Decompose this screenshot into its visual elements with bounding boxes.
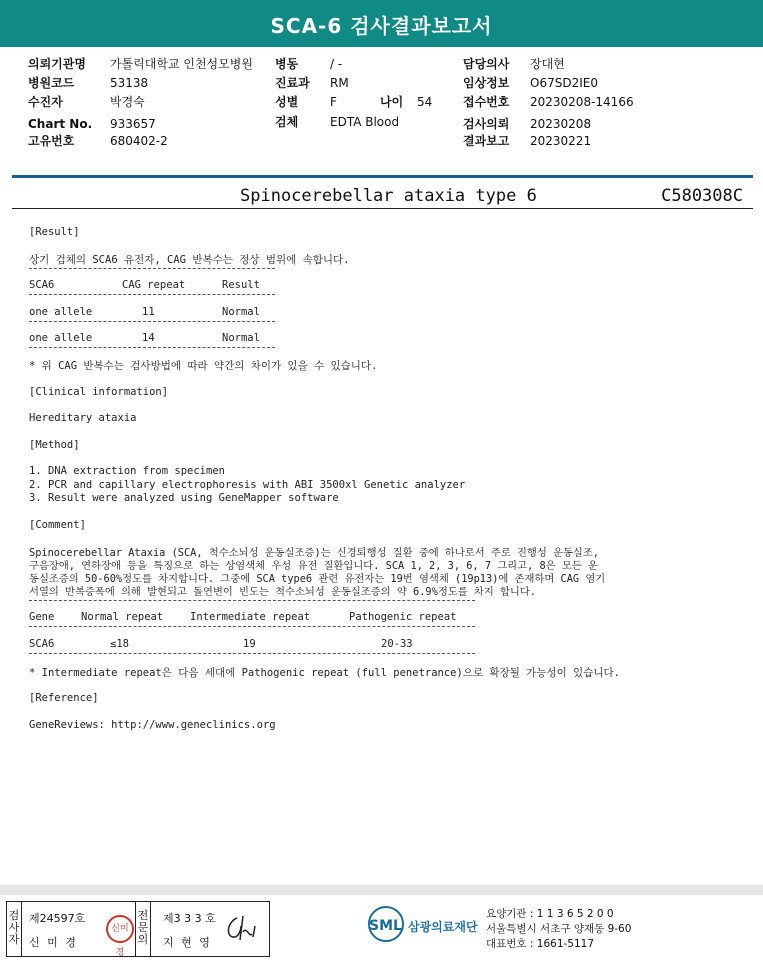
label-report-date: 결과보고	[463, 134, 510, 148]
comment-line: 동실조증의 50-60%정도를 차지합니다. 그중에 SCA type6 관련 유전자는 19번 염색체 (19p13)에 존재하며 CAG 염기	[29, 573, 606, 585]
table-cell-allele: one allele	[29, 306, 93, 318]
method-step: 3. Result were analyzed using GeneMapper software	[29, 492, 339, 504]
repeat-cell-intermediate: 19	[243, 638, 256, 650]
value-specimen: EDTA Blood	[330, 115, 400, 129]
clinical-text: Hereditary ataxia	[29, 412, 137, 424]
organization-name: 삼광의료재단	[408, 920, 478, 934]
table-cell-result: Normal	[222, 332, 260, 344]
comment-line: 서열의 반복증폭에 의해 발현되고 돌연변이 빈도는 척수소뇌성 운동실조증의 약 6.9%정도를 차지 합니다.	[29, 586, 537, 598]
label-patient: 수진자	[28, 95, 63, 109]
table-header-cag-repeat: CAG repeat	[122, 279, 186, 291]
title-underline	[12, 208, 753, 209]
inspector-label: 검사자	[8, 909, 20, 946]
label-sex: 성별	[275, 95, 299, 109]
label-unique-id: 고유번호	[28, 134, 75, 148]
method-step: 2. PCR and capillary electrophoresis with ABI 3500xl Genetic analyzer	[29, 479, 466, 491]
test-code: C580308C	[661, 186, 743, 206]
table-cell-repeat: 11	[142, 306, 155, 318]
address-line: 요양기관 : 1 1 3 6 5 2 0 0	[486, 908, 614, 920]
repeat-header-normal: Normal repeat	[81, 611, 164, 623]
sml-logo	[365, 905, 407, 947]
table-divider	[29, 294, 275, 295]
value-clinical-info: O67SD2IE0	[530, 76, 598, 90]
value-age: 54	[417, 95, 433, 109]
inspector-name: 신 미 경	[29, 936, 78, 949]
table-divider	[29, 321, 275, 322]
reviewer-license-no: 제3 3 3 호	[163, 912, 216, 925]
table-cell-allele: one allele	[29, 332, 93, 344]
table-header-result: Result	[222, 279, 260, 291]
comment-line: 구음장애, 연하장애 등을 특징으로 하는 상염색체 우성 유전 질환입니다. SCA 1, 2, 3, 6, 7 그리고, 8은 모든 운	[29, 560, 598, 572]
repeat-header-intermediate: Intermediate repeat	[190, 611, 311, 623]
label-department: 진료과	[275, 76, 310, 90]
label-specimen: 검체	[275, 115, 299, 129]
inspector-license-no: 제24597호	[29, 912, 86, 925]
table-divider	[29, 600, 475, 601]
table-cell-result: Normal	[222, 306, 260, 318]
value-accession-no: 20230208-14166	[530, 95, 634, 109]
table-divider	[29, 653, 475, 654]
reference-heading: [Reference]	[29, 692, 99, 704]
reference-text: GeneReviews: http://www.geneclinics.org	[29, 719, 276, 731]
method-heading: [Method]	[29, 439, 80, 451]
signature-mark	[223, 912, 261, 944]
section-divider	[12, 175, 753, 178]
repeat-header-gene: Gene	[29, 611, 55, 623]
label-clinical-info: 임상정보	[463, 76, 510, 90]
comment-heading: [Comment]	[29, 519, 86, 531]
value-ward: / -	[330, 57, 343, 71]
repeat-cell-normal: ≤18	[110, 638, 129, 650]
table-divider	[29, 347, 275, 348]
inspector-stamp: 신미경	[106, 915, 134, 943]
signature-box	[6, 901, 270, 957]
value-patient: 박경숙	[110, 95, 145, 109]
label-chart-no: Chart No.	[28, 117, 93, 131]
value-unique-id: 680402-2	[110, 134, 168, 148]
reviewer-label: 전문의	[137, 909, 149, 946]
footer-divider	[0, 885, 763, 895]
label-hospital-code: 병원코드	[28, 76, 75, 90]
label-physician: 담당의사	[463, 57, 510, 71]
label-request-date: 검사의뢰	[463, 117, 510, 131]
comment-note: * Intermediate repeat은 다음 세대에 Pathogenic repeat (full penetrance)으로 확장될 가능성이 있습니다.	[29, 667, 620, 679]
repeat-cell-pathogenic: 20-33	[381, 638, 413, 650]
result-summary: 상기 검체의 SCA6 유전자, CAG 반복수는 정상 범위에 속합니다.	[29, 254, 350, 266]
report-title: SCA-6 검사결과보고서	[270, 14, 493, 38]
value-physician: 장대현	[530, 57, 565, 71]
value-hospital-code: 53138	[110, 76, 149, 90]
label-age: 나이	[380, 95, 404, 109]
address-line: 대표번호 : 1661-5117	[486, 938, 595, 950]
repeat-cell-gene: SCA6	[29, 638, 55, 650]
organization-address	[486, 907, 631, 952]
table-divider	[29, 626, 475, 627]
clinical-heading: [Clinical information]	[29, 386, 169, 398]
value-requesting-hospital: 가톨릭대학교 인천성모병원	[110, 57, 253, 71]
address-line: 서울특별시 서초구 양재동 9-60	[486, 923, 632, 935]
repeat-header-pathogenic: Pathogenic repeat	[349, 611, 457, 623]
value-sex: F	[330, 95, 337, 109]
result-heading: [Result]	[29, 226, 80, 238]
table-header-sca6: SCA6	[29, 279, 55, 291]
value-department: RM	[330, 76, 349, 90]
reviewer-name: 지 현 영	[163, 936, 212, 949]
table-cell-repeat: 14	[142, 332, 155, 344]
comment-line: Spinocerebellar Ataxia (SCA, 척수소뇌성 운동실조증)는 신경퇴행성 질환 중에 하나로서 주로 진행성 운동실조,	[29, 547, 600, 559]
method-step: 1. DNA extraction from specimen	[29, 465, 225, 477]
value-request-date: 20230208	[530, 117, 592, 131]
table-divider	[29, 268, 275, 269]
report-header	[0, 0, 763, 47]
test-name: Spinocerebellar ataxia type 6	[240, 186, 537, 206]
svg-text:SML: SML	[369, 918, 402, 934]
label-ward: 병동	[275, 57, 299, 71]
value-report-date: 20230221	[530, 134, 592, 148]
result-note: * 위 CAG 반복수는 검사방법에 따라 약간의 차이가 있을 수 있습니다.	[29, 360, 378, 372]
label-requesting-hospital: 의뢰기관명	[28, 57, 86, 71]
value-chart-no: 933657	[110, 117, 156, 131]
label-accession-no: 접수번호	[463, 95, 510, 109]
